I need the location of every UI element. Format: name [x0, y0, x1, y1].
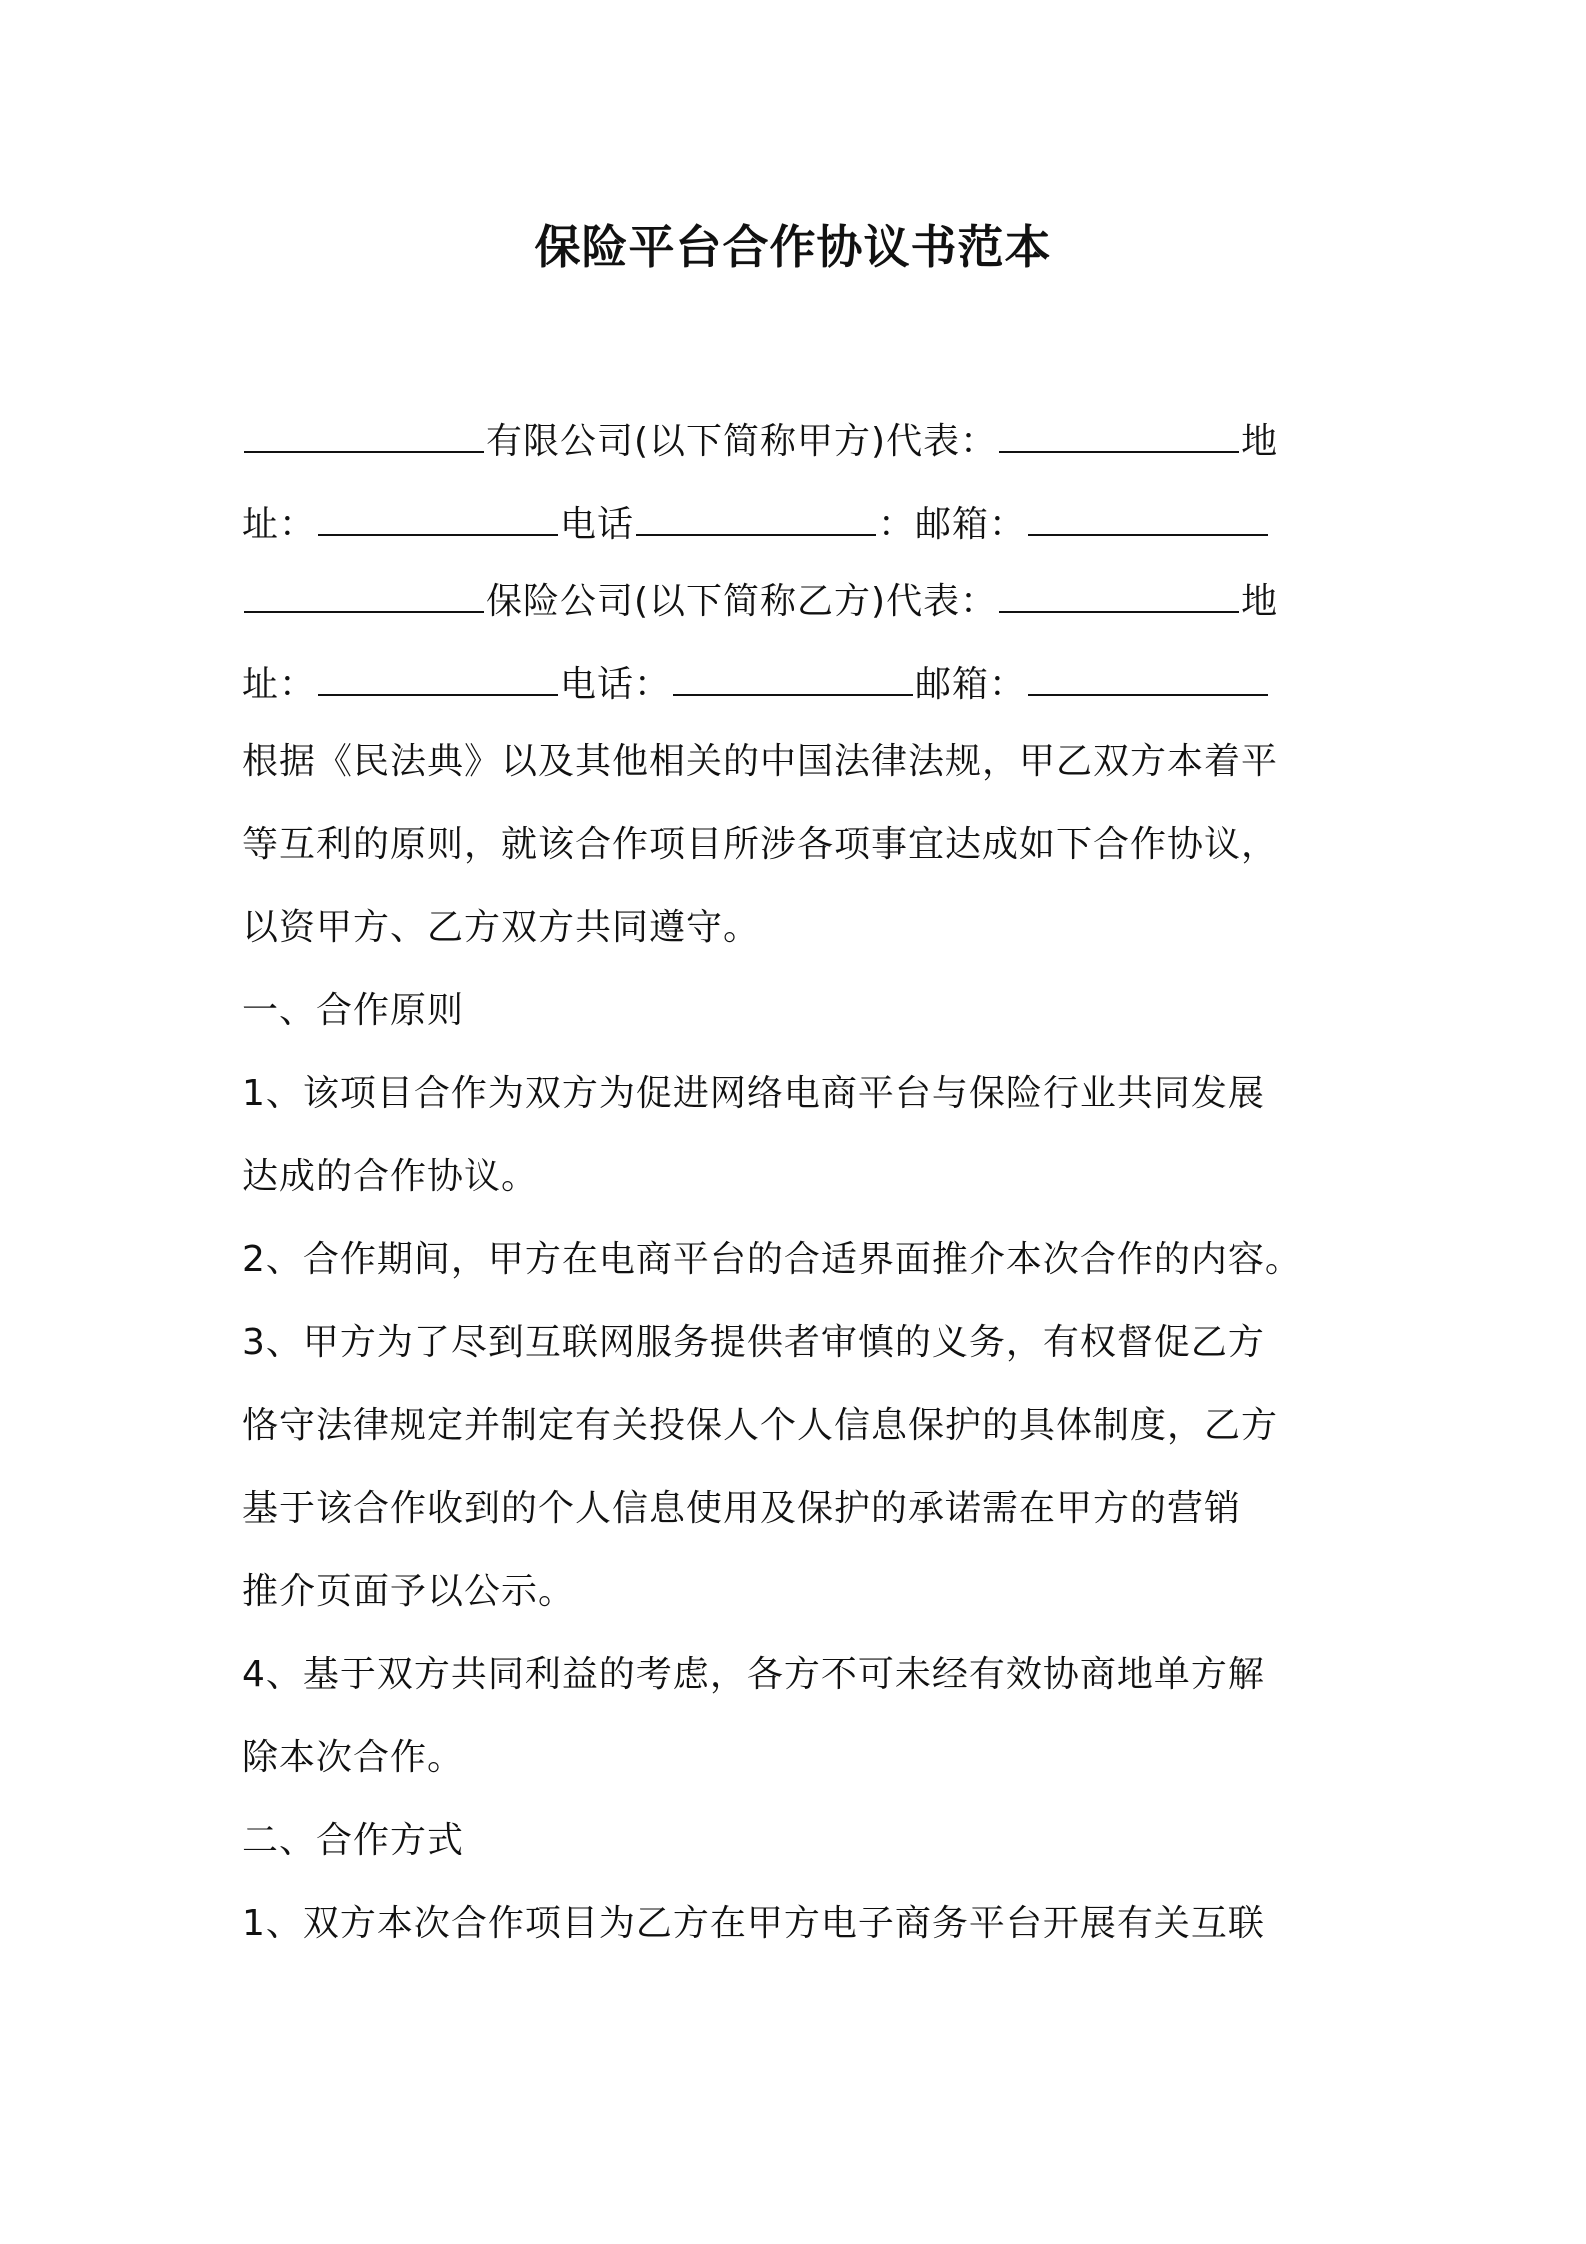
blank-field — [318, 662, 558, 696]
party-b-address-start: 地 — [1241, 581, 1279, 622]
party-a-address-label: 址： — [242, 504, 317, 545]
party-a-email-label: ：邮箱： — [878, 504, 1027, 545]
party-a-label: 有限公司(以下简称甲方)代表： — [486, 421, 998, 462]
paragraph-line: 除本次合作。 — [242, 1737, 465, 1778]
party-a-phone-label: 电话 — [560, 504, 635, 545]
blank-field — [673, 662, 913, 696]
document-title: 保险平台合作协议书范本 — [534, 220, 1052, 274]
paragraph-line: 以资甲方、乙方双方共同遵守。 — [242, 907, 761, 948]
party-b-email-label: 邮箱： — [915, 664, 1027, 705]
paragraph-line: 3、甲方为了尽到互联网服务提供者审慎的义务，有权督促乙方 — [242, 1322, 1265, 1363]
paragraph-line: 恪守法律规定并制定有关投保人个人信息保护的具体制度，乙方 — [242, 1405, 1279, 1446]
party-b-line-1 — [242, 560, 1362, 643]
party-b-label: 保险公司(以下简称乙方)代表： — [486, 581, 998, 622]
paragraph-line: 达成的合作协议。 — [242, 1156, 539, 1197]
blank-field — [999, 419, 1239, 453]
party-a-line-1 — [242, 400, 1362, 483]
party-b-line-2 — [242, 643, 1362, 726]
paragraph-line: 根据《民法典》以及其他相关的中国法律法规，甲乙双方本着平 — [242, 741, 1279, 782]
paragraph-line: 1、该项目合作为双方为促进网络电商平台与保险行业共同发展 — [242, 1073, 1265, 1114]
paragraph-line: 2、合作期间，甲方在电商平台的合适界面推介本次合作的内容。 — [242, 1239, 1302, 1280]
blank-field — [318, 502, 558, 536]
paragraph-line: 1、双方本次合作项目为乙方在甲方电子商务平台开展有关互联 — [242, 1903, 1265, 1944]
document-body — [242, 400, 1362, 1965]
party-a-line-2 — [242, 483, 1362, 566]
party-a-address-start: 地 — [1241, 421, 1279, 462]
section-heading: 一、合作原则 — [242, 990, 465, 1031]
paragraph-line: 基于该合作收到的个人信息使用及保护的承诺需在甲方的营销 — [242, 1488, 1242, 1529]
paragraph-line: 推介页面予以公示。 — [242, 1571, 576, 1612]
blank-field — [1028, 502, 1268, 536]
blank-field — [244, 579, 484, 613]
blank-field — [636, 502, 876, 536]
party-b-phone-label: 电话： — [560, 664, 672, 705]
blank-field — [244, 419, 484, 453]
party-b-address-label: 址： — [242, 664, 317, 705]
blank-field — [999, 579, 1239, 613]
paragraph-line: 等互利的原则，就该合作项目所涉各项事宜达成如下合作协议， — [242, 824, 1279, 865]
paragraph-line: 4、基于双方共同利益的考虑，各方不可未经有效协商地单方解 — [242, 1654, 1265, 1695]
section-heading: 二、合作方式 — [242, 1820, 465, 1861]
blank-field — [1028, 662, 1268, 696]
